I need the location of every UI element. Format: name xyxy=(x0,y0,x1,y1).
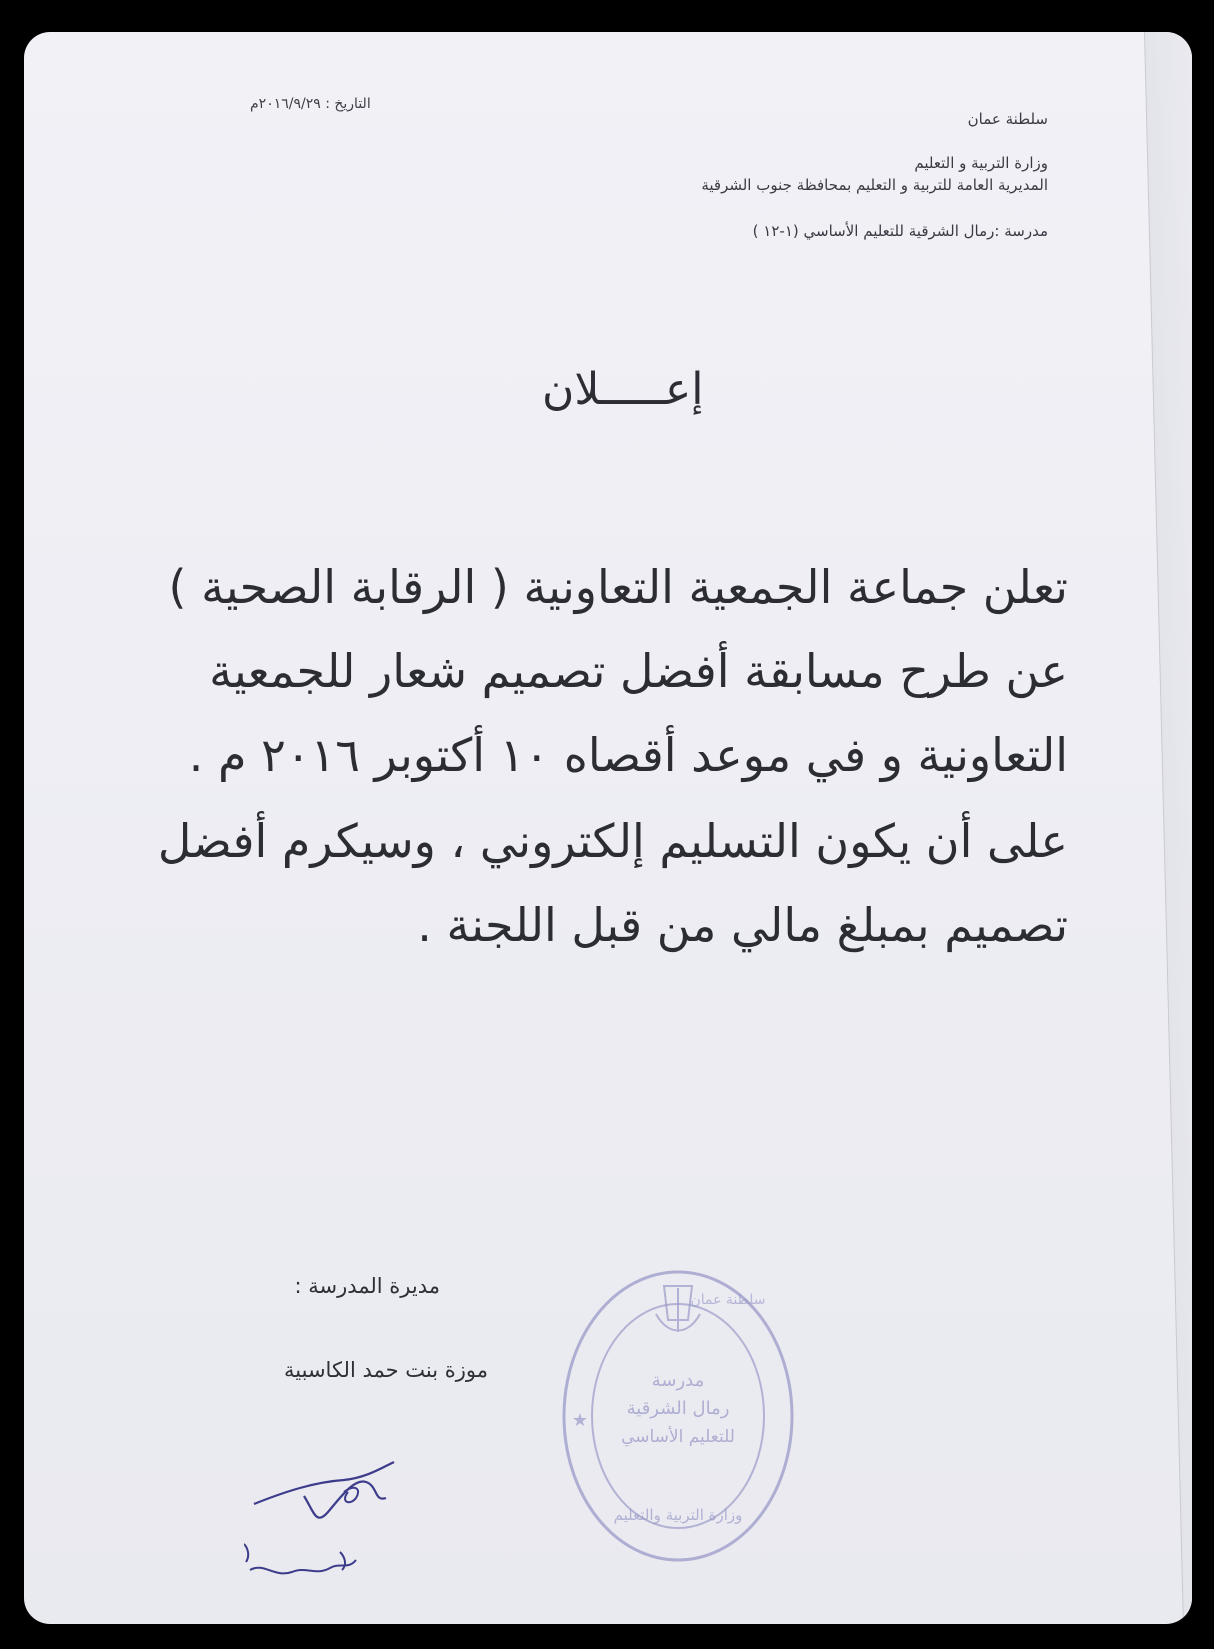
header-school: مدرسة :رمال الشرقية للتعليم الأساسي (١-١٢ ) xyxy=(752,222,1048,240)
signatory-role: مديرة المدرسة : xyxy=(294,1274,440,1298)
official-stamp xyxy=(558,1266,798,1566)
header-directorate: المديرية العامة للتربية و التعليم بمحافظة جنوب الشرقية xyxy=(701,176,1048,194)
stamp-inner-text-1: مدرسة xyxy=(651,1370,705,1391)
announcement-line-5: تصميم بمبلغ مالي من قبل اللجنة . xyxy=(417,898,1068,952)
signatory-name: موزة بنت حمد الكاسبية xyxy=(284,1358,488,1382)
announcement-line-1: تعلن جماعة الجمعية التعاونية ( الرقابة الصحية ) xyxy=(168,560,1068,614)
header-country: سلطنة عمان xyxy=(967,110,1048,128)
document-page xyxy=(24,32,1192,1624)
header-ministry: وزارة التربية و التعليم xyxy=(914,154,1048,172)
announcement-line-4: على أن يكون التسليم إلكتروني ، وسيكرم أفضل xyxy=(157,814,1068,868)
stamp-bottom-text: وزارة التربية والتعليم xyxy=(613,1506,743,1524)
handwritten-signature xyxy=(244,1452,444,1592)
page-fold-edge xyxy=(1144,32,1192,1624)
announcement-title: إعـــــلان xyxy=(542,364,704,415)
announcement-line-2: عن طرح مسابقة أفضل تصميم شعار للجمعية xyxy=(209,644,1068,698)
stamp-outer-text: سلطنة عمان xyxy=(690,1292,766,1308)
stamp-inner-text-2: رمال الشرقية xyxy=(626,1398,730,1419)
stamp-inner-text-3: للتعليم الأساسي xyxy=(621,1427,735,1447)
stamp-star-icon: ★ xyxy=(571,1410,589,1431)
header-date: التاريخ : ٢٠١٦/٩/٢٩م xyxy=(250,96,371,112)
announcement-line-3: التعاونية و في موعد أقصاه ١٠ أكتوبر ٢٠١٦ م . xyxy=(188,728,1068,782)
